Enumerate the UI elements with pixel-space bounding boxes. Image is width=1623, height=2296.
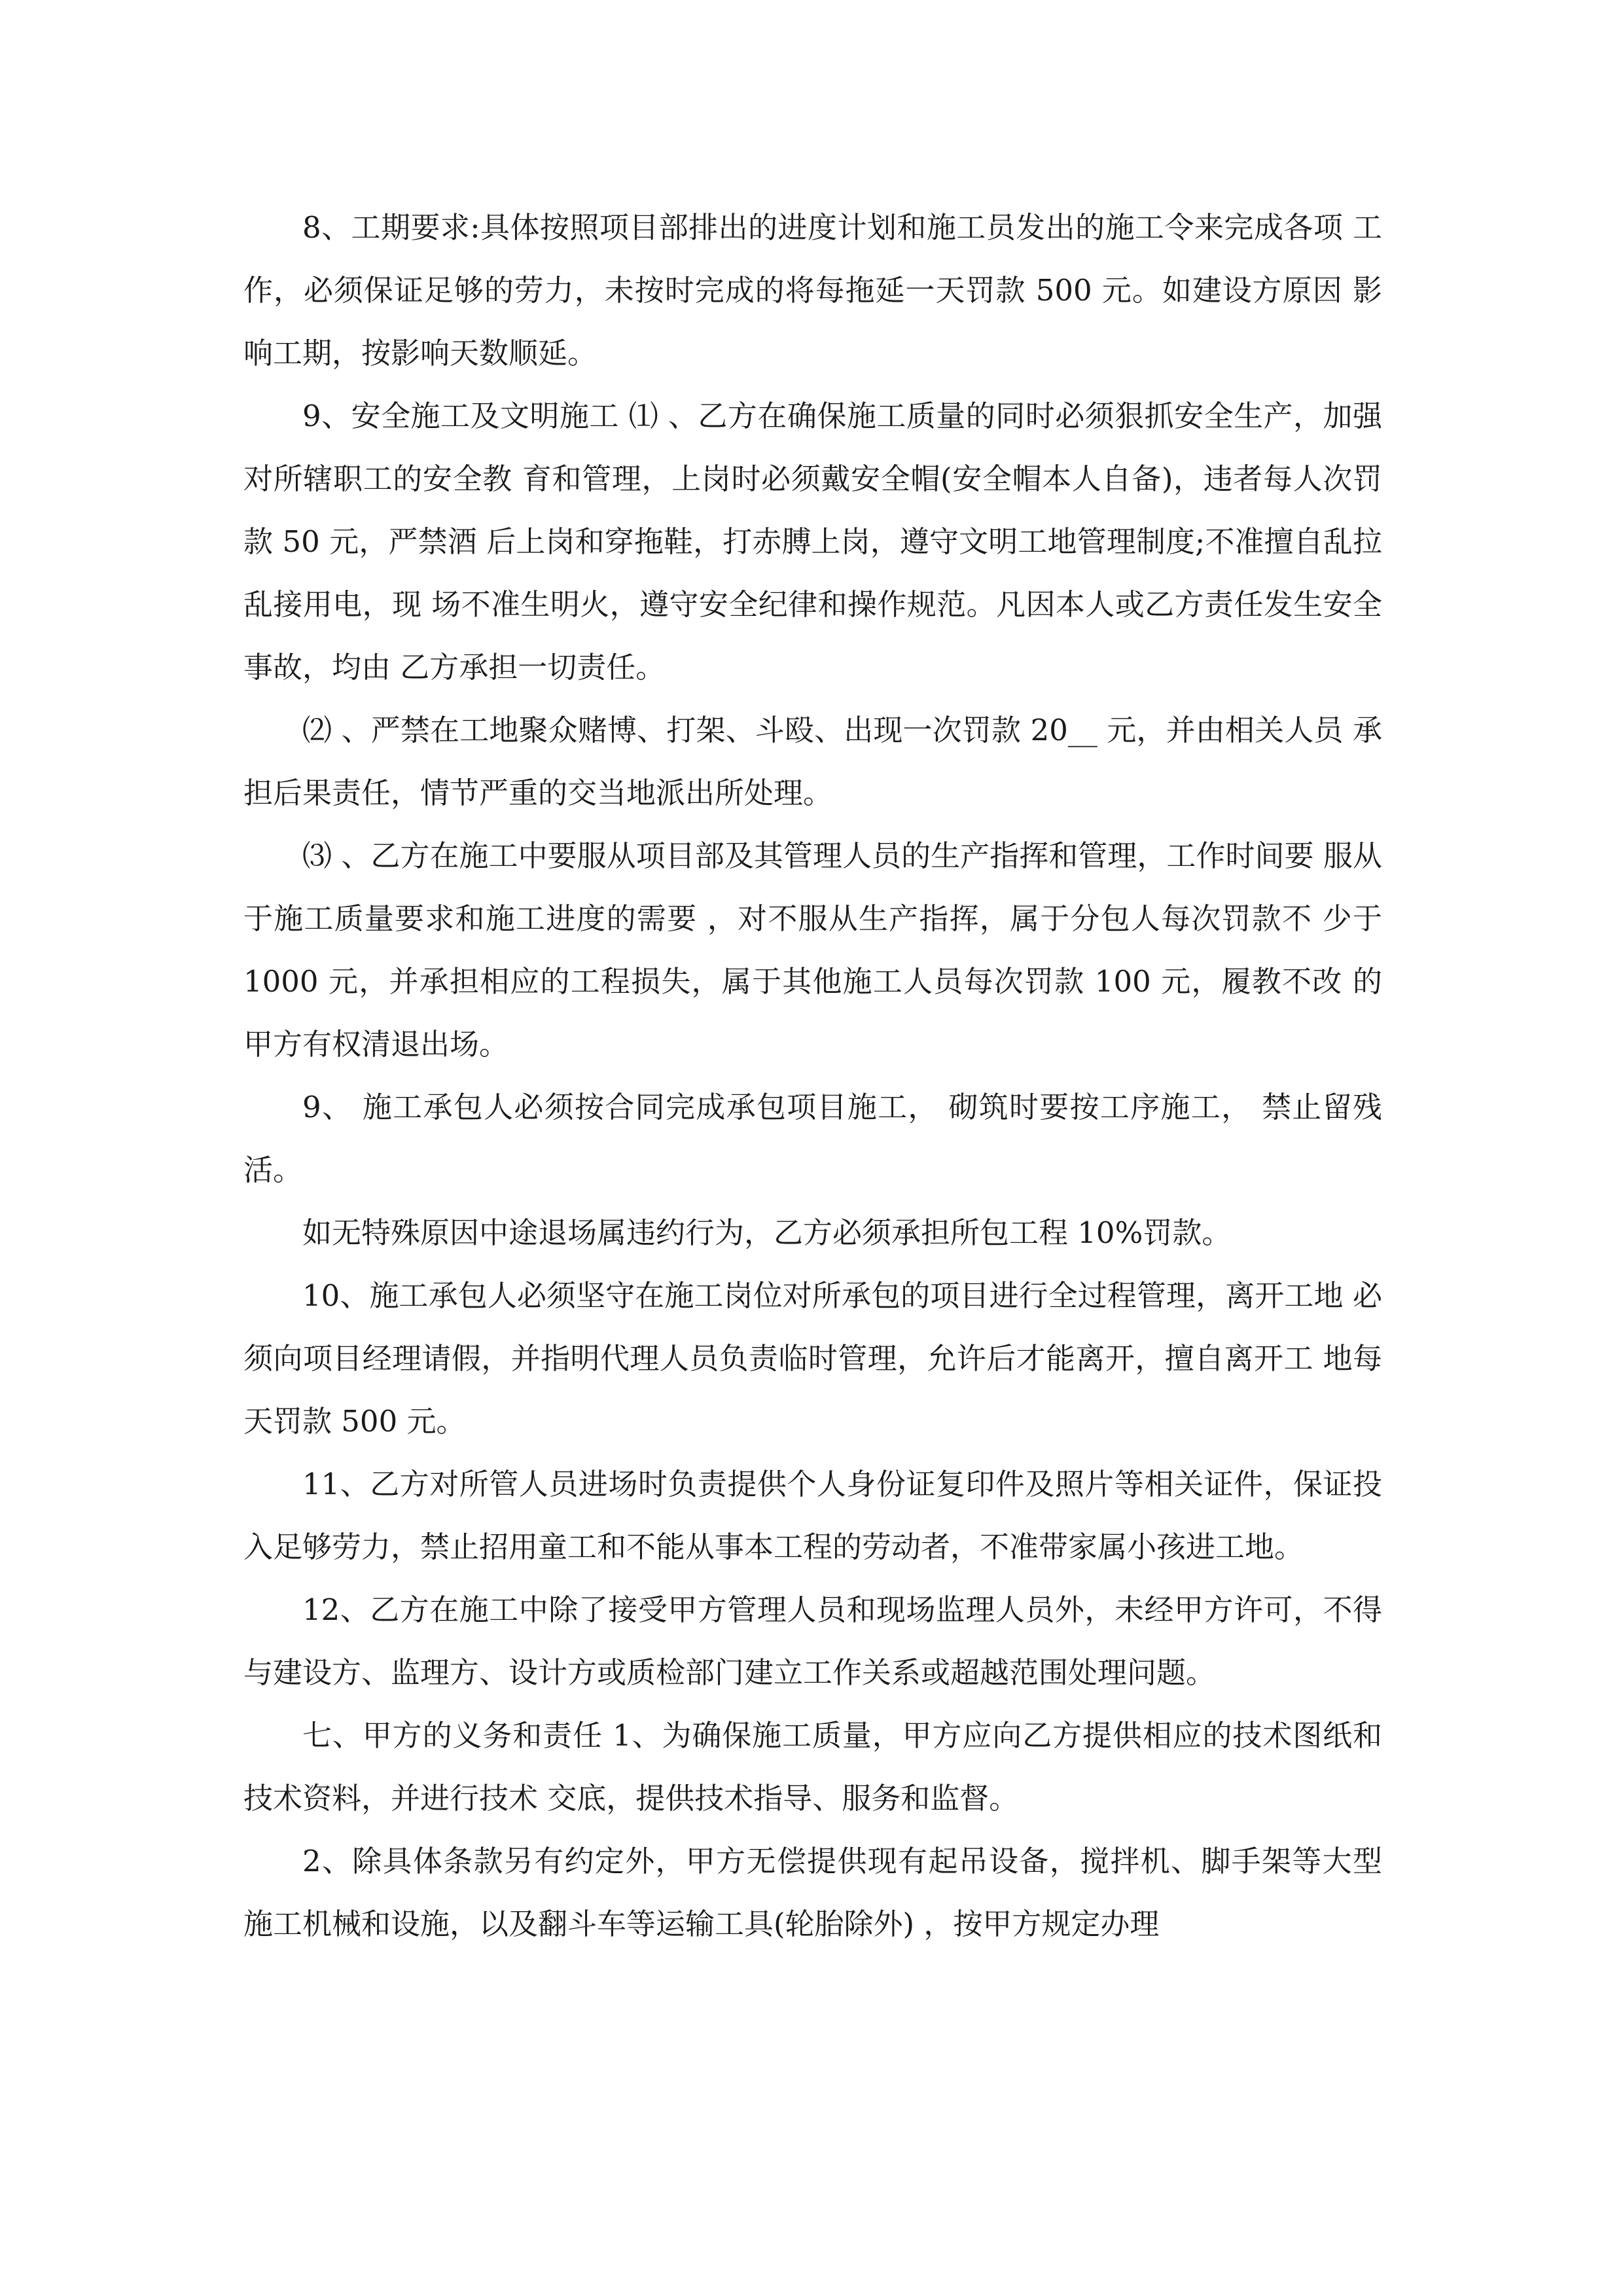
paragraph-9-contract-completion: 9、 施工承包人必须按合同完成承包项目施工， 砌筑时要按工序施工， 禁止留残活。 — [243, 1090, 1382, 1187]
document-body — [243, 196, 1382, 1956]
paragraph-9-safety: 9、安全施工及文明施工 ⑴ 、乙方在确保施工质量的同时必须狠抓安全生产，加强对所辖职工的安全教 育和管理，上岗时必须戴安全帽(安全帽本人自备)，违者每人次罚款 50 元，严禁酒 后上岗和穿拖鞋，打赤膊上岗，遵守文明工地管理制度;不准擅自乱拉乱接用电，现 场不准生明火，遵守安全纪律和操作规范。凡因本人或乙方责任发生安全事故，均由 乙方承担一切责任。 — [243, 399, 1382, 685]
paragraph-8-schedule: 8、工期要求:具体按照项目部排出的进度计划和施工员发出的施工令来完成各项 工作，必须保证足够的劳力，未按时完成的将每拖延一天罚款 500 元。如建设方原因 影响工期，按影响天数顺延。 — [243, 210, 1382, 370]
paragraph-9-2-gambling: ⑵ 、严禁在工地聚众赌博、打架、斗殴、出现一次罚款 20__ 元，并由相关人员 承担后果责任，情节严重的交当地派出所处理。 — [243, 713, 1382, 810]
paragraph-9-3-management: ⑶ 、乙方在施工中要服从项目部及其管理人员的生产指挥和管理，工作时间要 服从于施工质量要求和施工进度的需要 ，对不服从生产指挥，属于分包人每次罚款不 少于 1000 元，并承担相应的工程损失，属于其他施工人员每次罚款 100 元，履教不改 的甲方有权清退出场。 — [243, 838, 1382, 1062]
paragraph-withdrawal-penalty: 如无特殊原因中途退场属违约行为，乙方必须承担所包工程 10%罚款。 — [302, 1215, 1232, 1250]
paragraph-7-2-equipment: 2、除具体条款另有约定外，甲方无偿提供现有起吊设备，搅拌机、脚手架等大型 施工机械和设施，以及翻斗车等运输工具(轮胎除外) ，按甲方规定办理 — [243, 1844, 1382, 1941]
paragraph-12-relations: 12、乙方在施工中除了接受甲方管理人员和现场监理人员外，未经甲方许可，不得 与建设方、监理方、设计方或质检部门建立工作关系或超越范围处理问题。 — [243, 1592, 1382, 1690]
paragraph-10-on-site: 10、施工承包人必须坚守在施工岗位对所承包的项目进行全过程管理，离开工地 必须向项目经理请假，并指明代理人员负责临时管理，允许后才能离开，擅自离开工 地每天罚款 500 元。 — [243, 1278, 1382, 1439]
paragraph-11-personnel: 11、乙方对所管人员进场时负责提供个人身份证复印件及照片等相关证件，保证投 入足够劳力，禁止招用童工和不能从事本工程的劳动者，不准带家属小孩进工地。 — [243, 1467, 1382, 1564]
paragraph-7-party-a-duties: 七、甲方的义务和责任 1、为确保施工质量，甲方应向乙方提供相应的技术图纸和技术资料，并进行技术 交底，提供技术指导、服务和监督。 — [243, 1718, 1382, 1816]
